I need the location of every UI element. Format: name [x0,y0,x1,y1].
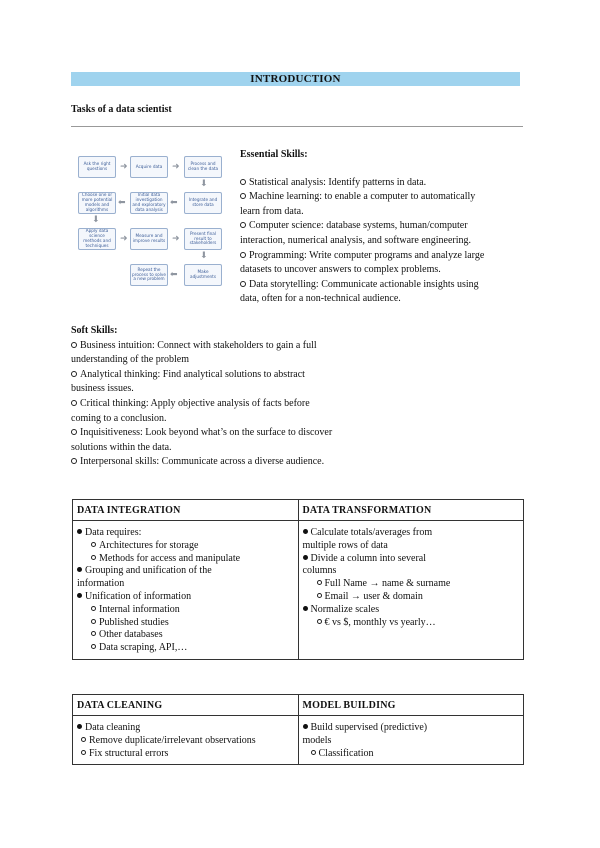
bullet-icon [71,342,77,348]
skill-line: understanding of the problem [71,354,190,366]
skill-line: Business intuition: Connect with stakeholders to gain a full [71,339,371,354]
skill-line: Programming: Write computer programs and analyze large [240,249,526,264]
list-item: Build supervised (predictive) [303,722,520,735]
bullet-icon [303,555,308,560]
bullet-icon [91,555,96,560]
bullet-icon [77,724,82,729]
arrow-down-icon: ⬇ [200,179,208,189]
essential-skills-heading: Essential Skills: [240,149,308,160]
bullet-icon [240,281,246,287]
bullet-icon [71,400,77,406]
list-item: Data scraping, API,… [77,642,294,655]
bullet-icon [303,606,308,611]
list-item: Classification [303,748,520,761]
soft-skills-heading: Soft Skills: [71,325,118,336]
bullet-icon [77,567,82,572]
bullet-icon [240,193,246,199]
list-item: Fix structural errors [77,748,294,761]
bullet-icon [77,529,82,534]
arrow-right-icon: ➜ [120,162,128,172]
integration-transformation-table [72,499,524,660]
table-header-integration: DATA INTEGRATION [73,500,299,521]
list-item: Remove duplicate/irrelevant observations [77,735,294,748]
bullet-icon [81,750,86,755]
skill-line: Data storytelling: Communicate actionable insights using [240,278,526,293]
skill-line: Interpersonal skills: Communicate across a diverse audience. [71,455,371,470]
arrow-left-icon: ⬅ [170,270,178,280]
bullet-icon [317,593,322,598]
bullet-icon [240,252,246,258]
flow-node: Ask the right questions [78,156,116,178]
skill-line: solutions within the data. [71,441,172,453]
skill-line: data, often for a non-technical audience. [240,293,401,305]
flow-node: Acquire data [130,156,168,178]
arrow-right-icon: ➜ [120,234,128,244]
bullet-icon [91,631,96,636]
skill-line: business issues. [71,383,134,395]
bullet-icon [91,644,96,649]
list-item: Architectures for storage [77,540,294,553]
skill-line: Analytical thinking: Find analytical solutions to abstract [71,368,371,383]
workflow-diagram [68,148,232,298]
bullet-icon [71,429,77,435]
table-cell-transformation [298,521,524,660]
flow-node: Make adjustments [184,264,222,286]
arrow-down-icon: ⬇ [200,251,208,261]
bullet-icon [81,737,86,742]
list-item: Methods for access and manipulate [77,553,294,566]
bullet-icon [91,606,96,611]
list-item: multiple rows of data [302,539,388,551]
skill-line: Machine learning: to enable a computer to automatically [240,190,526,205]
list-item: Full Name → name & surname [303,578,520,591]
list-item: Data requires: [77,527,294,540]
bullet-icon [311,750,316,755]
list-item: Normalize scales [303,604,520,617]
skill-line: coming to a conclusion. [71,412,167,424]
bullet-icon [91,542,96,547]
bullet-icon [317,619,322,624]
table-cell-model-building [298,716,524,765]
list-item: Divide a column into several [303,553,520,566]
skill-line: Inquisitiveness: Look beyond what’s on the surface to discover [71,426,371,441]
skill-line: Statistical analysis: Identify patterns in data. [240,176,526,191]
bullet-icon [71,458,77,464]
list-item: Internal information [77,604,294,617]
flow-node: Repeat the process to solve a new problem [130,264,168,286]
list-item: Other databases [77,629,294,642]
table-cell-cleaning [73,716,299,765]
list-item: Email → user & domain [303,591,520,604]
flow-node: Apply data science methods and techniques [78,228,116,250]
bullet-icon [317,580,322,585]
list-item: Data cleaning [77,722,294,735]
arrow-down-icon: ⬇ [92,215,100,225]
arrow-left-icon: ⬅ [170,198,178,208]
flow-node: Measure and improve results [130,228,168,250]
table-header-cleaning: DATA CLEANING [73,695,299,716]
bullet-icon [240,179,246,185]
arrow-right-icon: ➜ [172,234,180,244]
list-item: Unification of information [77,591,294,604]
soft-skills [71,324,371,470]
flow-node: Choose one or more potential models and algorithms [78,192,116,214]
section-subtitle: Tasks of a data scientist [71,104,172,115]
bullet-icon [303,529,308,534]
section-banner: INTRODUCTION [71,72,520,86]
bullet-icon [71,371,77,377]
bullet-icon [240,222,246,228]
list-item: € vs $, monthly vs yearly… [303,617,520,630]
skill-line: Critical thinking: Apply objective analysis of facts before [71,397,371,412]
divider [71,126,523,127]
skill-line: learn from data. [240,205,304,217]
list-item: information [77,578,125,590]
cleaning-modeling-table [72,694,524,765]
table-header-transformation: DATA TRANSFORMATION [298,500,524,521]
bullet-icon [77,593,82,598]
arrow-right-icon: ➜ [172,162,180,172]
table-header-model-building: MODEL BUILDING [298,695,524,716]
list-item: models [302,734,332,746]
bullet-icon [91,619,96,624]
skill-line: datasets to uncover answers to complex problems. [240,264,441,276]
bullet-icon [303,724,308,729]
list-item: columns [302,565,337,577]
list-item: Published studies [77,617,294,630]
flow-node: Initial data investigation and exploratory data analysis [130,192,168,214]
table-cell-integration [73,521,299,660]
skill-line: interaction, numerical analysis, and software engineering. [240,234,472,246]
list-item: Grouping and unification of the [77,565,294,578]
skill-line: Computer science: database systems, human/computer [240,219,526,234]
essential-skills [240,148,526,307]
list-item: Calculate totals/averages from [303,527,520,540]
flow-node: Integrate and store data [184,192,222,214]
flow-node: Present final result to stakeholders [184,228,222,250]
flow-node: Process and clean the data [184,156,222,178]
arrow-left-icon: ⬅ [118,198,126,208]
